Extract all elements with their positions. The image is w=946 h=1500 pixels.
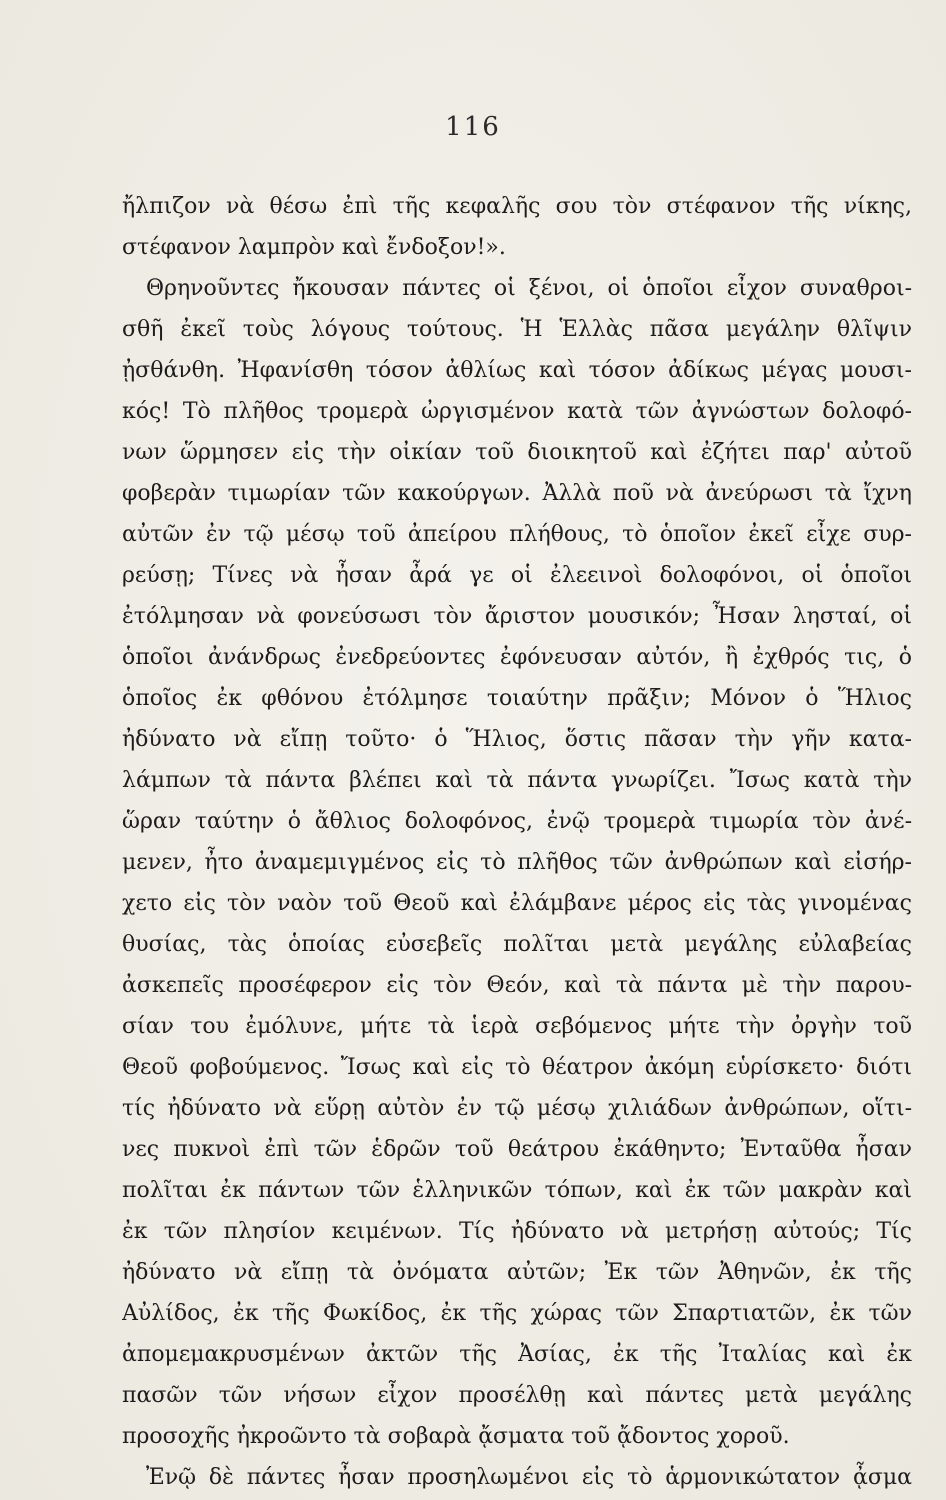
text-line: λάμπων τὰ πάντα βλέπει καὶ τὰ πάντα γνωρίζει. Ἴσως κατὰ τὴν	[122, 768, 912, 793]
text-line: Αὐλίδος, ἐκ τῆς Φωκίδος, ἐκ τῆς χώρας τῶν Σπαρτιατῶν, ἐκ τῶν	[122, 1301, 912, 1326]
text-line: ἐκ τῶν πλησίον κειμένων. Τίς ἠδύνατο νὰ μετρήσῃ αὐτούς; Τίς	[122, 1219, 912, 1244]
text-line: ἠδύνατο νὰ εἴπῃ τοῦτο· ὁ Ἥλιος, ὅστις πᾶσαν τὴν γῆν κατα-	[122, 727, 912, 752]
text-line: αὐτῶν ἐν τῷ μέσῳ τοῦ ἀπείρου πλήθους, τὸ ὁποῖον ἐκεῖ εἶχε συρ-	[122, 522, 912, 547]
text-line: ὥραν ταύτην ὁ ἄθλιος δολοφόνος, ἐνῷ τρομερὰ τιμωρία τὸν ἀνέ-	[122, 809, 912, 834]
text-line: νων ὥρμησεν εἰς τὴν οἰκίαν τοῦ διοικητοῦ καὶ ἐζήτει παρ' αὐτοῦ	[122, 440, 912, 465]
text-line: στέφανον λαμπρὸν καὶ ἔνδοξον!».	[122, 235, 506, 260]
text-line: χετο εἰς τὸν ναὸν τοῦ Θεοῦ καὶ ἐλάμβανε μέρος εἰς τὰς γινομένας	[122, 891, 912, 916]
text-line: μενεν, ἦτο ἀναμεμιγμένος εἰς τὸ πλῆθος τῶν ἀνθρώπων καὶ εἰσήρ-	[122, 850, 912, 875]
text-line: πασῶν τῶν νήσων εἶχον προσέλθῃ καὶ πάντες μετὰ μεγάλης	[122, 1383, 912, 1408]
text-line: τίς ἠδύνατο νὰ εὕρῃ αὐτὸν ἐν τῷ μέσῳ χιλιάδων ἀνθρώπων, οἵτι-	[122, 1096, 912, 1121]
text-line: ὁποῖος ἐκ φθόνου ἐτόλμησε τοιαύτην πρᾶξιν; Μόνον ὁ Ἥλιος	[122, 686, 912, 711]
body-text	[122, 186, 912, 1498]
text-line: ὁποῖοι ἀνάνδρως ἐνεδρεύοντες ἐφόνευσαν αὐτόν, ἢ ἐχθρός τις, ὁ	[122, 645, 912, 670]
text-line: Θεοῦ φοβούμενος. Ἴσως καὶ εἰς τὸ θέατρον ἀκόμη εὑρίσκετο· διότι	[122, 1055, 912, 1080]
text-line: ἐτόλμησαν νὰ φονεύσωσι τὸν ἄριστον μουσικόν; Ἦσαν λησταί, οἱ	[122, 604, 912, 629]
text-line: ρεύσῃ; Τίνες νὰ ἦσαν ἆρά γε οἱ ἐλεεινοὶ δολοφόνοι, οἱ ὁποῖοι	[122, 563, 912, 588]
text-line: κός! Τὸ πλῆθος τρομερὰ ὠργισμένον κατὰ τῶν ἀγνώστων δολοφό-	[122, 399, 912, 424]
text-line: ἀπομεμακρυσμένων ἀκτῶν τῆς Ἀσίας, ἐκ τῆς Ἰταλίας καὶ ἐκ	[122, 1342, 912, 1367]
text-line: φοβερὰν τιμωρίαν τῶν κακούργων. Ἀλλὰ ποῦ νὰ ἀνεύρωσι τὰ ἴχνη	[122, 481, 912, 506]
text-line: ἀσκεπεῖς προσέφερον εἰς τὸν Θεόν, καὶ τὰ πάντα μὲ τὴν παρου-	[122, 973, 912, 998]
text-line: σθῆ ἐκεῖ τοὺς λόγους τούτους. Ἡ Ἑλλὰς πᾶσα μεγάλην θλῖψιν	[122, 317, 912, 342]
text-line: Ἐνῷ δὲ πάντες ἦσαν προσηλωμένοι εἰς τὸ ἁρμονικώτατον ᾆσμα	[146, 1465, 912, 1490]
text-line: θυσίας, τὰς ὁποίας εὐσεβεῖς πολῖται μετὰ μεγάλης εὐλαβείας	[122, 932, 912, 957]
text-line: ᾐσθάνθη. Ἠφανίσθη τόσον ἀθλίως καὶ τόσον ἀδίκως μέγας μουσι-	[122, 358, 912, 383]
text-line: προσοχῆς ἠκροῶντο τὰ σοβαρὰ ᾄσματα τοῦ ᾄδοντος χοροῦ.	[122, 1424, 790, 1449]
text-line: πολῖται ἐκ πάντων τῶν ἑλληνικῶν τόπων, καὶ ἐκ τῶν μακρὰν καὶ	[122, 1178, 912, 1203]
text-line: νες πυκνοὶ ἐπὶ τῶν ἑδρῶν τοῦ θεάτρου ἐκάθηντο; Ἐνταῦθα ἦσαν	[122, 1137, 912, 1162]
text-line: ἠδύνατο νὰ εἴπῃ τὰ ὀνόματα αὐτῶν; Ἐκ τῶν Ἀθηνῶν, ἐκ τῆς	[122, 1260, 912, 1285]
page-number: 116	[445, 112, 501, 142]
text-line: ἤλπιζον νὰ θέσω ἐπὶ τῆς κεφαλῆς σου τὸν στέφανον τῆς νίκης,	[122, 194, 912, 219]
text-line: Θρηνοῦντες ἤκουσαν πάντες οἱ ξένοι, οἱ ὁποῖοι εἶχον συναθροι-	[146, 276, 912, 301]
text-line: σίαν του ἐμόλυνε, μήτε τὰ ἱερὰ σεβόμενος μήτε τὴν ὀργὴν τοῦ	[122, 1014, 912, 1039]
